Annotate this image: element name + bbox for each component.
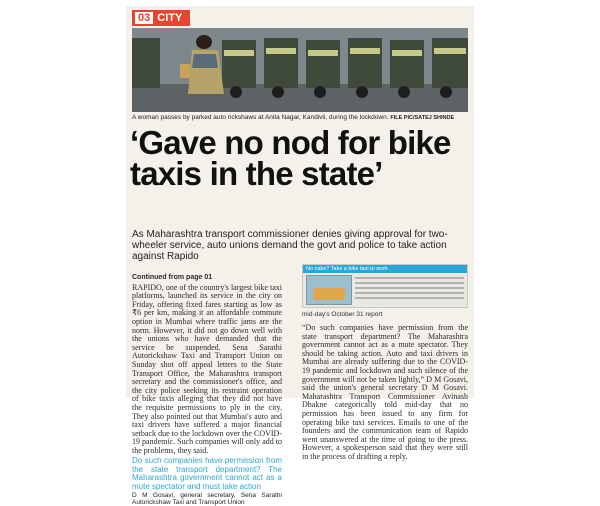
- photo-caption: [132, 114, 468, 123]
- section-name: CITY: [157, 12, 183, 24]
- news-photo: [132, 28, 468, 112]
- deck-subheading: As Maharashtra transport commissioner denies giving approval for two-wheeler service, auto unions demand the govt and police to take action against Rapido: [132, 229, 448, 262]
- article-body-left: RAPIDO, one of the country's largest bike taxi platforms, launched its service in the city on Friday, offering fixed fares starting as low as ₹6 per km, making it an affordable commute option in Mumbai where traffic jams are the norm. However, it did not go down well with the unions who have demanded that the service be suspended. Sena Sarathi Autorickshaw Taxi and Transport Union on Sunday shot off appeal letters to the State Transport Office, the Maharashtra transport secretary and the commissioner's office, and the city police seeking its restraint operation of bike taxis alleging that they did not have the requisite permissions to ply in the city. They also pointed out that Mumbai's auto and taxi drivers have suffered a major financial setback due to the lockdown over the COVID-19 pandemic. Such companies will only add to the problems, they said.: [132, 282, 282, 455]
- article-body-right: “Do such companies have permission from the state transport department? The Maharashtra government cannot act as a mute spectator. They should be taking action. Auto and taxi drivers in Mumbai are already suffering due to the COVID-19 pandemic and lockdown and such silence of the government will not be taken lightly,” D M Gosavi, said the union's general secretary D M Gosavi. Maharashtra Transport Commissioner Avinash Dhakne categorically told mid-day that no permission has been issued to any firm for operating bike taxi services. Emails to one of the founders and the communication team of Rapido went unanswered at the time of going to the press. However, a spokesperson said that they were still in the process of drafting a reply.: [302, 323, 468, 461]
- caption-text: A woman passes by parked auto rickshaws at Anita Nagar, Kandivli, during the lockdown.: [132, 114, 389, 121]
- section-tab: [132, 10, 190, 26]
- newspaper-page: [126, 6, 474, 506]
- inset-header: No cabs? Take a bike taxi to work: [303, 265, 467, 273]
- section-number: 03: [135, 12, 153, 24]
- auto-rickshaws-photo: [132, 28, 468, 112]
- inset-clipping: [302, 264, 468, 308]
- inset-caption: mid-day's October 31 report: [302, 311, 383, 318]
- headline: ‘Gave no nod for bike taxis in the state’: [130, 124, 451, 192]
- inset-image: [306, 275, 352, 305]
- pull-quote: Do such companies have permission from the state transport department? The Maharashtra government cannot act as a mute spectator and must take action: [132, 456, 282, 491]
- article-column-right: [302, 324, 468, 462]
- pull-quote-attribution: D M Gosavi, general secretary, Sena Sarathi Autorickshaw Taxi and Transport Union: [132, 492, 282, 506]
- continued-from-label: Continued from page 01: [132, 274, 213, 281]
- article-column-left: [132, 274, 282, 506]
- inset-text-lines: [355, 275, 464, 305]
- photo-credit: FILE PIC/SATEJ SHINDE: [390, 115, 455, 121]
